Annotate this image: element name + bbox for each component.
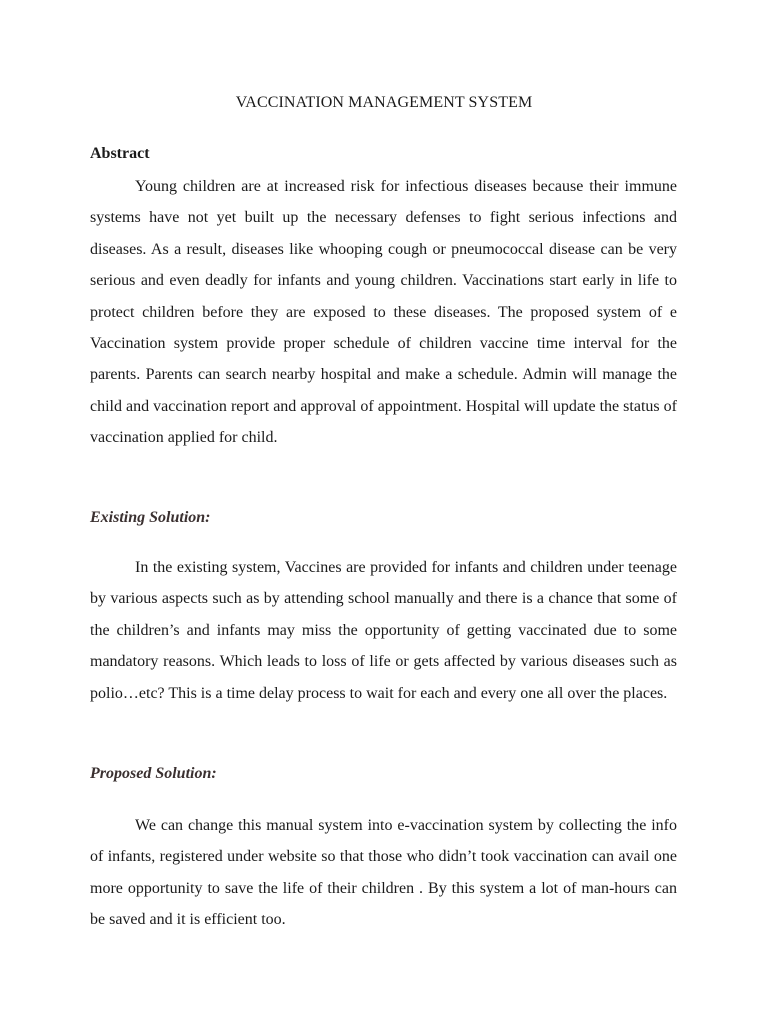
existing-solution-heading: Existing Solution: [90,509,211,526]
proposed-solution-paragraph: We can change this manual system into e-vaccination system by collecting the info of infants, registered under website so that those who didn’t took vaccination can avail one more opportunity to save the life of their children . By this system a lot of man-hours can be saved and it is efficient too. [90,817,677,929]
existing-solution-paragraph: In the existing system, Vaccines are provided for infants and children under teenage by various aspects such as by attending school manually and there is a chance that some of the children’s and infants may miss the opportunity of getting vaccinated due to some mandatory reasons. Which leads to loss of life or gets affected by various diseases such as polio…etc? This is a time delay process to wait for each and every one all over the places. [90,559,677,702]
abstract-paragraph: Young children are at increased risk for infectious diseases because their immune systems have not yet built up the necessary defenses to fight serious infections and diseases. As a result, diseases like whooping cough or pneumococcal disease can be very serious and even deadly for infants and young children. Vaccinations start early in life to protect children before they are exposed to these diseases. The proposed system of e Vaccination system provide proper schedule of children vaccine time interval for the parents. Parents can search nearby hospital and make a schedule. Admin will manage the child and vaccination report and approval of appointment. Hospital will update the status of vaccination applied for child. [90,178,677,447]
document-title: VACCINATION MANAGEMENT SYSTEM [235,94,533,111]
proposed-solution-heading: Proposed Solution: [90,765,217,782]
abstract-heading: Abstract [90,145,150,162]
